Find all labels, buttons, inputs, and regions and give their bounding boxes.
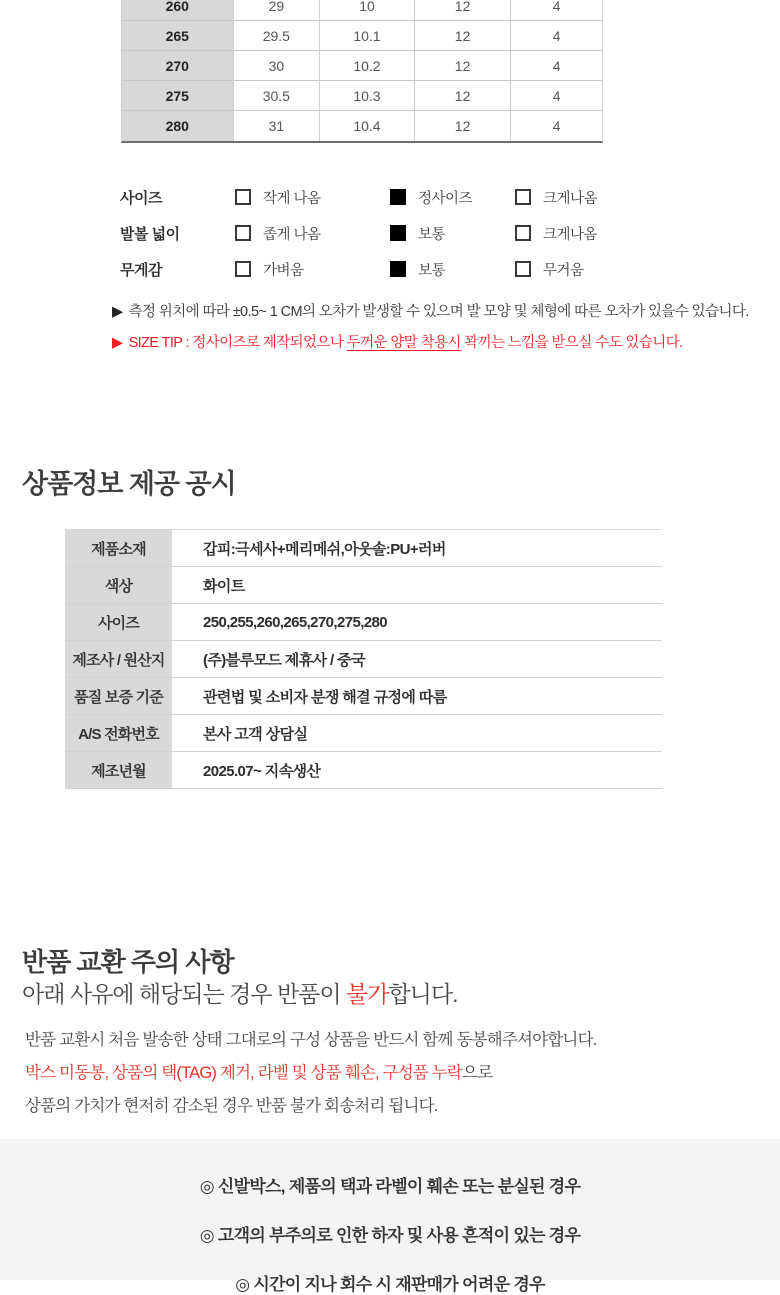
- info-label: 색상: [65, 567, 175, 603]
- size-col-cell: 275: [122, 81, 234, 110]
- footer-cases: [0, 1139, 780, 1294]
- fit-option-label: 정사이즈: [418, 190, 473, 207]
- fit-option-label: 작게 나옴: [263, 190, 321, 207]
- size-col-cell: 270: [122, 51, 234, 80]
- measurement-note: [112, 300, 749, 321]
- fit-survey-label: 사이즈: [120, 189, 162, 207]
- fit-option-label: 보통: [418, 262, 446, 279]
- spec-cell: 29.5: [234, 21, 321, 50]
- fit-option-label: 보통: [418, 226, 446, 243]
- spec-cell: 12: [415, 0, 512, 20]
- spec-cell: 4: [552, 118, 561, 134]
- fit-option: [515, 223, 597, 244]
- fit-survey-row: [120, 179, 680, 215]
- fit-option: [515, 259, 584, 280]
- footer-case-item: ◎ 시간이 지나 회수 시 재판매가 어려운 경우: [235, 1275, 545, 1294]
- fit-option: [390, 259, 515, 280]
- size-tip-prefix: SIZE TIP : 정사이즈로 제작되었으나: [128, 335, 347, 351]
- spec-cell: 4: [552, 0, 561, 14]
- size-tip-underlined: 두꺼운 양말 착용시: [346, 335, 461, 351]
- size-spec-row: [122, 21, 602, 51]
- size-tip-suffix: 꽉끼는 느낌을 받으실 수도 있습니다.: [460, 335, 683, 351]
- return-para-line1: 반품 교환시 처음 발송한 상태 그대로의 구성 상품을 반드시 함께 동봉해주셔야합니다.: [25, 1031, 597, 1049]
- info-row: [65, 530, 662, 567]
- fit-option: [390, 223, 515, 244]
- checkbox-checked-icon: [390, 189, 406, 205]
- info-row: [65, 641, 662, 678]
- fit-option: [235, 223, 390, 244]
- fit-option-label: 무거움: [543, 262, 584, 279]
- triangle-bullet-icon: ▶: [112, 304, 123, 320]
- footer-case-item: ◎ 고객의 부주의로 인한 하자 및 사용 흔적이 있는 경우: [199, 1226, 581, 1245]
- size-tip-note: [112, 331, 682, 352]
- fit-option: [235, 187, 390, 208]
- size-col-cell: 260: [122, 0, 234, 20]
- product-info-table: [65, 529, 662, 789]
- info-label: 사이즈: [65, 604, 175, 640]
- spec-cell: 4: [552, 87, 561, 104]
- triangle-bullet-icon: ▶: [112, 335, 123, 351]
- checkbox-unchecked-icon: [515, 225, 531, 241]
- fit-option-label: 크게나옴: [543, 190, 598, 207]
- info-value: 화이트: [203, 577, 245, 595]
- spec-cell: 12: [415, 81, 512, 110]
- size-spec-row: [122, 81, 602, 111]
- fit-option-label: 좁게 나옴: [263, 226, 321, 243]
- spec-cell: 30.5: [234, 81, 321, 110]
- info-value: 관련법 및 소비자 분쟁 해결 규정에 따름: [203, 688, 447, 706]
- return-notice-paragraph: [25, 1024, 597, 1123]
- info-label: 제품소재: [65, 530, 175, 566]
- spec-cell: 10: [320, 0, 415, 20]
- subtitle-prefix: 아래 사유에 해당되는 경우 반품이: [22, 981, 347, 1007]
- footer-case-item: ◎ 신발박스, 제품의 택과 라벨이 훼손 또는 분실된 경우: [199, 1177, 581, 1196]
- checkbox-unchecked-icon: [235, 189, 251, 205]
- checkbox-checked-icon: [390, 225, 406, 241]
- spec-cell: 4: [552, 57, 561, 74]
- size-spec-row: [122, 111, 602, 141]
- checkbox-unchecked-icon: [515, 261, 531, 277]
- size-spec-row: [122, 0, 602, 21]
- return-notice-subtitle: [22, 976, 458, 1009]
- spec-cell: 31: [234, 111, 321, 141]
- return-notice-title: 반품 교환 주의 사항: [22, 947, 234, 977]
- fit-survey-row: [120, 251, 680, 287]
- measurement-note-text: 측정 위치에 따라 ±0.5~ 1 CM의 오차가 발생할 수 있으며 발 모양 및 체형에 따른 오차가 있을수 있습니다.: [128, 304, 749, 320]
- info-row: [65, 752, 662, 789]
- info-value: (주)블루모드 제휴사 / 중국: [203, 651, 365, 669]
- product-info-title: 상품정보 제공 공시: [22, 469, 236, 499]
- return-para-line2-suffix: 으로: [462, 1064, 493, 1082]
- fit-survey-label: 무게감: [120, 261, 162, 279]
- spec-cell: 4: [552, 27, 561, 44]
- fit-option: [390, 187, 515, 208]
- checkbox-unchecked-icon: [515, 189, 531, 205]
- return-para-line2-red: 박스 미동봉, 상품의 택(TAG) 제거, 라벨 및 상품 훼손, 구성품 누락: [25, 1064, 463, 1082]
- info-label: A/S 전화번호: [65, 715, 175, 751]
- size-col-cell: 265: [122, 21, 234, 50]
- spec-cell: 10.4: [320, 111, 415, 141]
- checkbox-checked-icon: [390, 261, 406, 277]
- info-value: 갑피:극세사+메리메쉬,아웃솔:PU+러버: [203, 540, 446, 558]
- info-row: [65, 678, 662, 715]
- fit-survey-row: [120, 215, 680, 251]
- spec-cell: 30: [234, 51, 321, 80]
- fit-option: [515, 187, 597, 208]
- fit-option-label: 크게나옴: [543, 226, 598, 243]
- info-value: 본사 고객 상담실: [203, 725, 308, 743]
- size-spec-table: [121, 0, 603, 143]
- fit-option-label: 가벼움: [263, 262, 304, 279]
- fit-option: [235, 259, 390, 280]
- subtitle-highlight: 불가: [346, 981, 389, 1007]
- info-row: [65, 567, 662, 604]
- info-value: 2025.07~ 지속생산: [203, 762, 321, 780]
- checkbox-unchecked-icon: [235, 225, 251, 241]
- return-para-line3: 상품의 가치가 현저히 감소된 경우 반품 불가 회송처리 됩니다.: [25, 1097, 438, 1115]
- size-spec-row: [122, 51, 602, 81]
- info-label: 제조년월: [65, 752, 175, 788]
- info-value: 250,255,260,265,270,275,280: [203, 613, 387, 631]
- fit-survey: [120, 179, 680, 287]
- info-label: 품질 보증 기준: [65, 678, 175, 714]
- info-label: 제조사 / 원산지: [65, 641, 175, 677]
- size-col-cell: 280: [122, 111, 234, 141]
- spec-cell: 10.2: [320, 51, 415, 80]
- return-para-line2: [25, 1057, 597, 1090]
- info-row: [65, 604, 662, 641]
- subtitle-suffix: 합니다.: [388, 981, 458, 1007]
- spec-cell: 12: [415, 51, 512, 80]
- spec-cell: 10.3: [320, 81, 415, 110]
- checkbox-unchecked-icon: [235, 261, 251, 277]
- spec-cell: 12: [415, 21, 512, 50]
- spec-cell: 12: [415, 111, 512, 141]
- info-row: [65, 715, 662, 752]
- spec-cell: 10.1: [320, 21, 415, 50]
- fit-survey-label: 발볼 넓이: [120, 225, 180, 243]
- spec-cell: 29: [234, 0, 321, 20]
